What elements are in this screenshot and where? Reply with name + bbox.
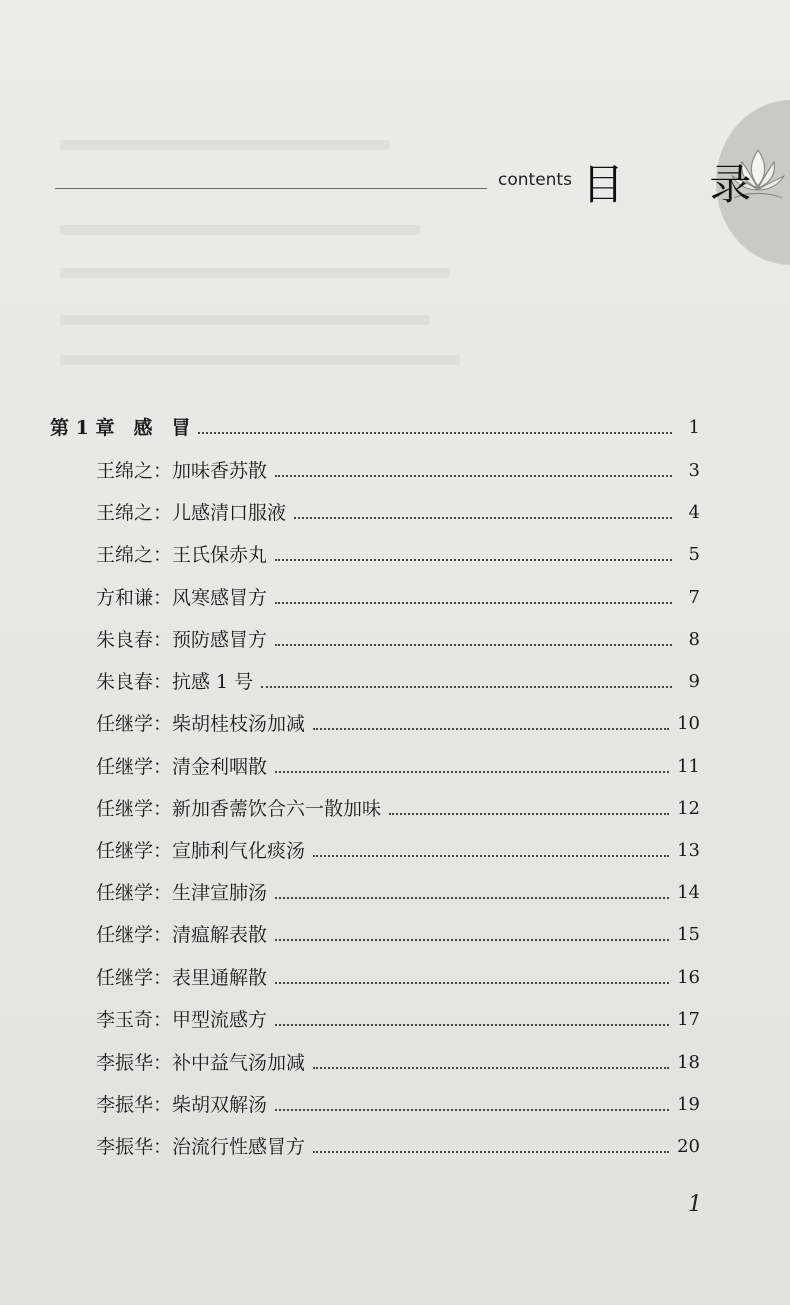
page-number: 13 [677,840,700,861]
toc-entry[interactable] [96,495,700,525]
dot-leader [275,602,672,604]
dot-leader [198,432,672,434]
dot-leader [313,1067,669,1069]
page-folio: 1 [688,1192,702,1217]
toc-entry[interactable] [96,1129,700,1159]
dot-leader [275,982,669,984]
page-number: 9 [688,671,700,692]
entry-title: 风寒感冒方 [172,587,268,609]
page-number: 1 [688,417,700,438]
entry-author: 李玉奇： [96,1009,173,1031]
toc-entry[interactable] [96,622,700,652]
entry-title: 王氏保赤丸 [172,544,268,566]
dot-leader [275,1024,669,1026]
entry-title: 预防感冒方 [172,629,268,651]
dot-leader [261,686,672,688]
toc-chapter-row[interactable] [50,410,700,440]
entry-author: 任继学： [96,967,173,989]
page-number: 8 [688,629,700,650]
toc-entry[interactable] [96,664,700,694]
dot-leader [275,897,669,899]
entry-author: 王绵之： [96,544,173,566]
page-number: 11 [677,756,700,777]
page-number: 3 [688,460,700,481]
entry-title: 柴胡桂枝汤加减 [172,713,306,735]
page-number: 17 [677,1009,700,1030]
entry-title: 柴胡双解汤 [172,1094,268,1116]
entry-author: 李振华： [96,1052,173,1074]
entry-author: 任继学： [96,882,173,904]
page-number: 19 [677,1094,700,1115]
toc-entry[interactable] [96,875,700,905]
dot-leader [294,517,672,519]
toc-entry[interactable] [96,1002,700,1032]
entry-title: 新加香薷饮合六一散加味 [172,798,382,820]
dot-leader [313,855,669,857]
dot-leader [275,1109,669,1111]
page-number: 7 [688,587,700,608]
entry-title: 抗感 1 号 [172,671,254,693]
dot-leader [389,813,669,815]
entry-author: 王绵之： [96,460,173,482]
toc-entry[interactable] [96,580,700,610]
dot-leader [275,475,672,477]
entry-author: 任继学： [96,840,173,862]
dot-leader [313,728,669,730]
entry-author: 王绵之： [96,502,173,524]
entry-title: 治流行性感冒方 [172,1136,306,1158]
dot-leader [275,644,672,646]
entry-title: 加味香苏散 [172,460,268,482]
page-number: 14 [677,882,700,903]
entry-author: 任继学： [96,924,173,946]
toc-entry[interactable] [96,833,700,863]
page-number: 18 [677,1052,700,1073]
page-number: 15 [677,924,700,945]
chapter-title: 第 1 章 感 冒 [50,417,191,439]
contents-label: contents [498,170,572,190]
entry-author: 朱良春： [96,629,173,651]
toc-entry[interactable] [96,749,700,779]
entry-title: 甲型流感方 [172,1009,268,1031]
entry-title: 补中益气汤加减 [172,1052,306,1074]
entry-title: 表里通解散 [172,967,268,989]
page-title: 目 录 [582,160,788,209]
dot-leader [275,559,672,561]
toc-entry[interactable] [96,706,700,736]
entry-title: 清瘟解表散 [172,924,268,946]
toc-entry[interactable] [96,917,700,947]
dot-leader [313,1151,669,1153]
entry-title: 儿感清口服液 [172,502,287,524]
toc-entry[interactable] [96,453,700,483]
page-number: 20 [677,1136,700,1157]
page-number: 10 [677,713,700,734]
page-number: 4 [688,502,700,523]
dot-leader [275,939,669,941]
page-number: 5 [688,544,700,565]
toc-entry[interactable] [96,537,700,567]
toc-entry[interactable] [96,960,700,990]
entry-author: 李振华： [96,1136,173,1158]
toc-entry[interactable] [96,1045,700,1075]
entry-author: 李振华： [96,1094,173,1116]
entry-author: 任继学： [96,798,173,820]
toc-entry[interactable] [96,1087,700,1117]
page-number: 16 [677,967,700,988]
dot-leader [275,771,669,773]
page-number: 12 [677,798,700,819]
entry-title: 清金利咽散 [172,756,268,778]
entry-title: 生津宣肺汤 [172,882,268,904]
entry-author: 任继学： [96,756,173,778]
entry-author: 方和谦： [96,587,173,609]
entry-author: 朱良春： [96,671,173,693]
entry-author: 任继学： [96,713,173,735]
toc-entry[interactable] [96,791,700,821]
entry-title: 宣肺利气化痰汤 [172,840,306,862]
